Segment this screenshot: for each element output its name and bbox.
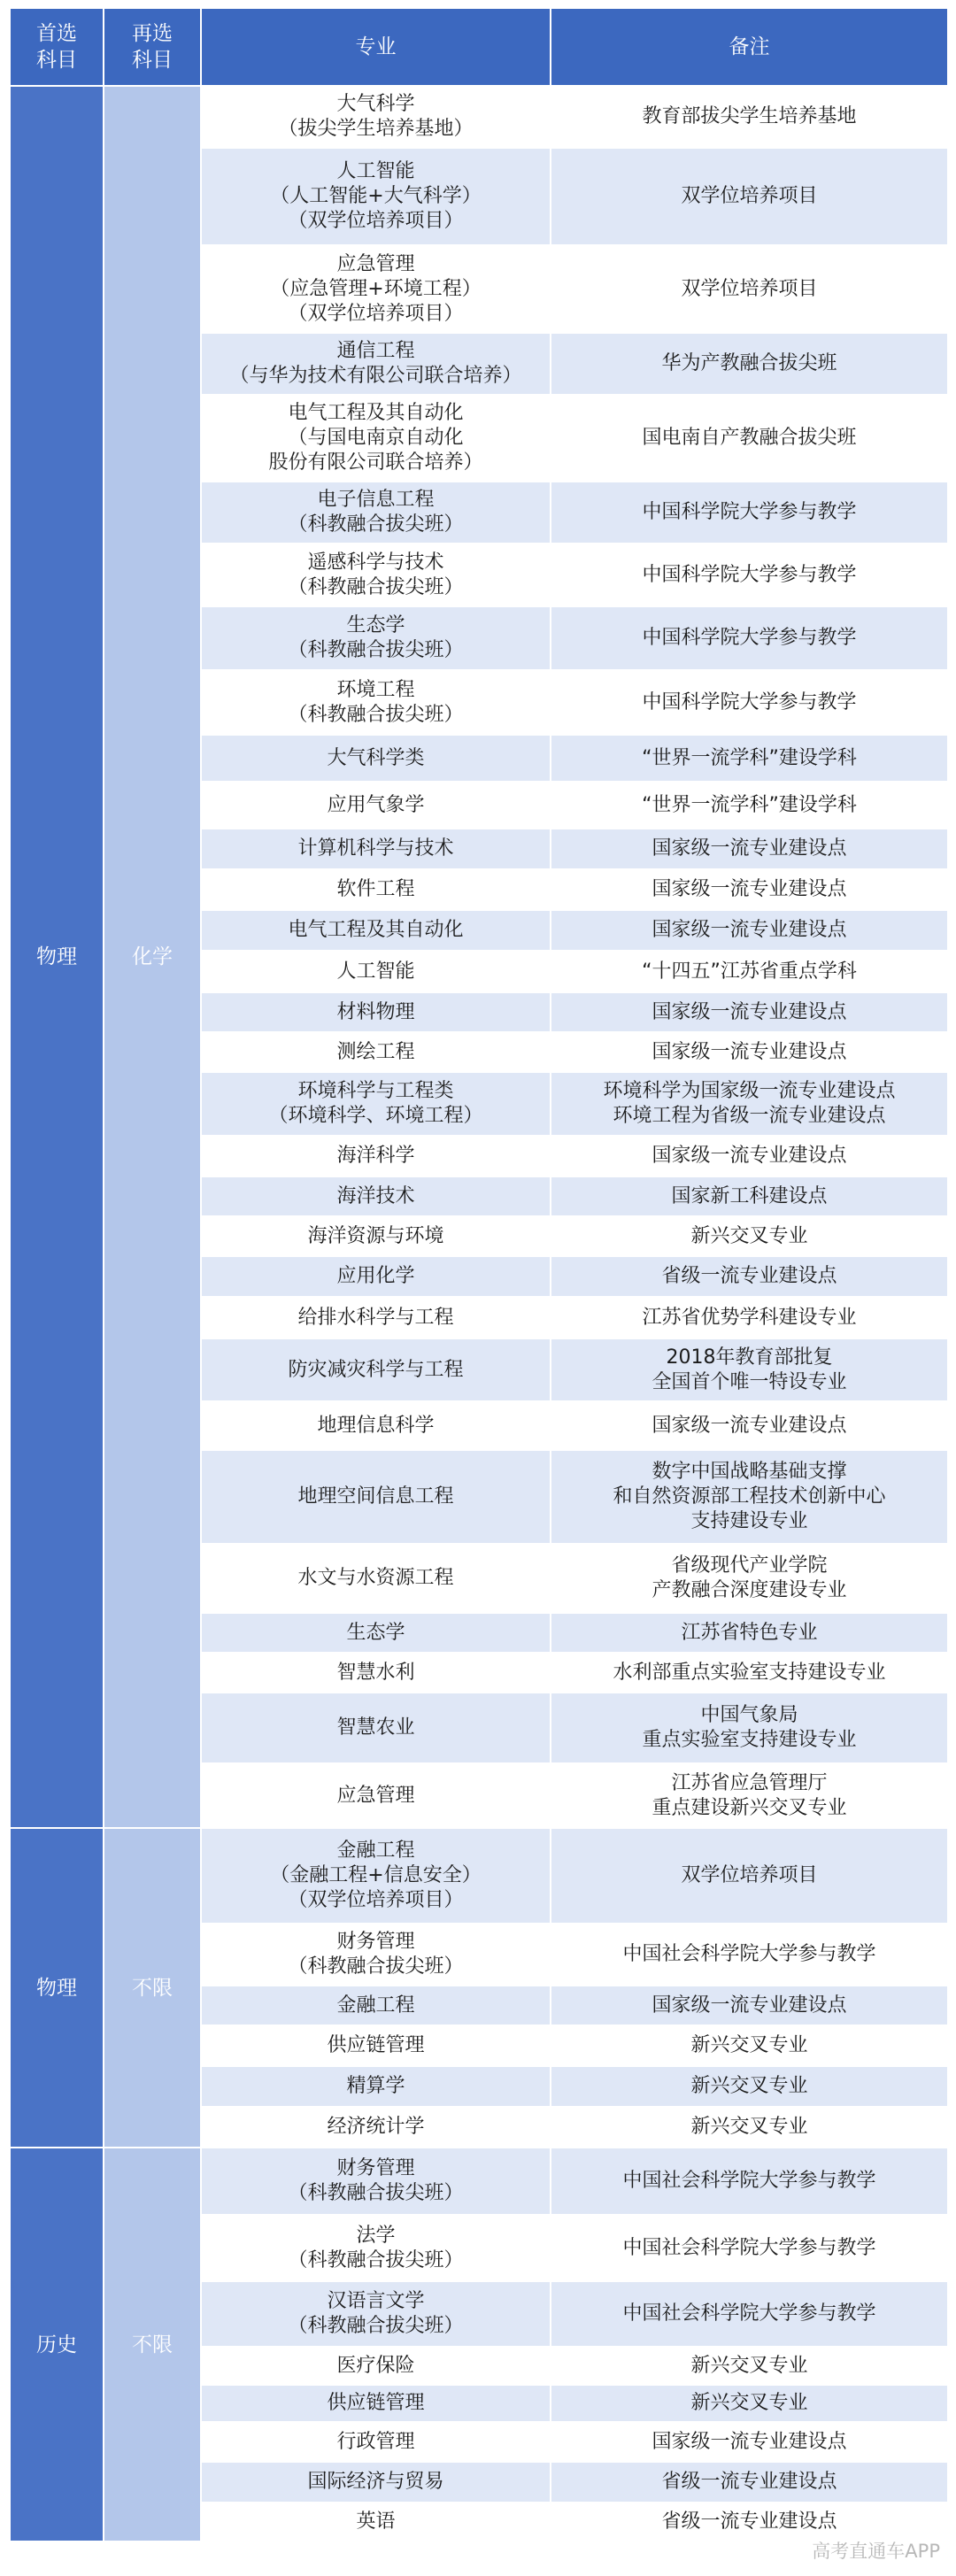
major-cell: 英语: [201, 2503, 551, 2541]
note-cell: 中国社会科学院大学参与教学: [551, 2148, 948, 2215]
table-row: [10, 1828, 948, 1924]
note-cell: 国家级一流专业建设点: [551, 1032, 948, 1072]
note-cell: 国家级一流专业建设点: [551, 829, 948, 869]
major-cell: 医疗保险: [201, 2347, 551, 2385]
major-cell: 水文与水资源工程: [201, 1544, 551, 1613]
note-cell: 双学位培养项目: [551, 245, 948, 333]
major-cell: 大气科学类: [201, 735, 551, 782]
note-cell: 江苏省优势学科建设专业: [551, 1297, 948, 1338]
note-cell: “十四五”江苏省重点学科: [551, 951, 948, 992]
major-cell: 汉语言文学 （科教融合拔尖班）: [201, 2281, 551, 2347]
header-note: 备注: [551, 8, 948, 86]
note-cell: 中国社会科学院大学参与教学: [551, 2281, 948, 2347]
major-cell: 地理空间信息工程: [201, 1450, 551, 1544]
major-cell: 地理信息科学: [201, 1401, 551, 1450]
major-cell: 计算机科学与技术: [201, 829, 551, 869]
note-cell: 国家级一流专业建设点: [551, 992, 948, 1032]
note-cell: 国家级一流专业建设点: [551, 1136, 948, 1176]
note-cell: “世界一流学科”建设学科: [551, 782, 948, 829]
major-cell: 供应链管理: [201, 2025, 551, 2066]
major-cell: 精算学: [201, 2066, 551, 2107]
watermark: 高考直通车APP: [812, 2541, 940, 2562]
header-first-subject: 首选 科目: [10, 8, 104, 86]
major-cell: 测绘工程: [201, 1032, 551, 1072]
major-cell: 给排水科学与工程: [201, 1297, 551, 1338]
second-subject-cell: 不限: [104, 1828, 201, 2148]
note-cell: 中国社会科学院大学参与教学: [551, 2215, 948, 2281]
table-row: [10, 2148, 948, 2215]
second-subject-cell: 化学: [104, 86, 201, 1828]
note-cell: 省级现代产业学院 产教融合深度建设专业: [551, 1544, 948, 1613]
major-cell: 应用化学: [201, 1256, 551, 1297]
major-cell: 供应链管理: [201, 2385, 551, 2422]
note-cell: 环境科学为国家级一流专业建设点 环境工程为省级一流专业建设点: [551, 1072, 948, 1136]
note-cell: 中国科学院大学参与教学: [551, 670, 948, 735]
note-cell: 国家级一流专业建设点: [551, 869, 948, 910]
note-cell: 教育部拔尖学生培养基地: [551, 86, 948, 148]
major-cell: 软件工程: [201, 869, 551, 910]
note-cell: 新兴交叉专业: [551, 2107, 948, 2148]
note-cell: 双学位培养项目: [551, 148, 948, 245]
major-cell: 法学 （科教融合拔尖班）: [201, 2215, 551, 2281]
major-cell: 海洋资源与环境: [201, 1216, 551, 1256]
note-cell: 中国社会科学院大学参与教学: [551, 1924, 948, 1986]
note-cell: 新兴交叉专业: [551, 2025, 948, 2066]
note-cell: 新兴交叉专业: [551, 2066, 948, 2107]
table-body: [10, 86, 948, 2541]
note-cell: 数字中国战略基础支撑 和自然资源部工程技术创新中心 支持建设专业: [551, 1450, 948, 1544]
major-cell: 海洋技术: [201, 1176, 551, 1216]
note-cell: 中国科学院大学参与教学: [551, 482, 948, 544]
major-cell: 电子信息工程 （科教融合拔尖班）: [201, 482, 551, 544]
first-subject-cell: 历史: [10, 2148, 104, 2541]
major-cell: 财务管理 （科教融合拔尖班）: [201, 1924, 551, 1986]
major-cell: 防灾减灾科学与工程: [201, 1338, 551, 1401]
major-cell: 经济统计学: [201, 2107, 551, 2148]
major-cell: 国际经济与贸易: [201, 2462, 551, 2503]
major-cell: 金融工程 （金融工程+信息安全） （双学位培养项目）: [201, 1828, 551, 1924]
note-cell: 国家级一流专业建设点: [551, 2422, 948, 2462]
second-subject-cell: 不限: [104, 2148, 201, 2541]
major-cell: 环境工程 （科教融合拔尖班）: [201, 670, 551, 735]
first-subject-cell: 物理: [10, 86, 104, 1828]
note-cell: 新兴交叉专业: [551, 2385, 948, 2422]
note-cell: 国家级一流专业建设点: [551, 910, 948, 951]
note-cell: 水利部重点实验室支持建设专业: [551, 1653, 948, 1693]
major-cell: 生态学: [201, 1613, 551, 1653]
major-cell: 应用气象学: [201, 782, 551, 829]
major-cell: 应急管理 （应急管理+环境工程） （双学位培养项目）: [201, 245, 551, 333]
table-header-row: [10, 8, 948, 86]
note-cell: 华为产教融合拔尖班: [551, 333, 948, 395]
note-cell: 新兴交叉专业: [551, 2347, 948, 2385]
major-cell: 材料物理: [201, 992, 551, 1032]
note-cell: 国电南自产教融合拔尖班: [551, 395, 948, 482]
note-cell: 国家级一流专业建设点: [551, 1401, 948, 1450]
note-cell: 国家新工科建设点: [551, 1176, 948, 1216]
note-cell: 省级一流专业建设点: [551, 1256, 948, 1297]
note-cell: 中国科学院大学参与教学: [551, 606, 948, 670]
major-cell: 海洋科学: [201, 1136, 551, 1176]
note-cell: 新兴交叉专业: [551, 1216, 948, 1256]
major-cell: 电气工程及其自动化: [201, 910, 551, 951]
major-cell: 行政管理: [201, 2422, 551, 2462]
major-cell: 人工智能 （人工智能+大气科学） （双学位培养项目）: [201, 148, 551, 245]
major-cell: 应急管理: [201, 1763, 551, 1828]
major-cell: 财务管理 （科教融合拔尖班）: [201, 2148, 551, 2215]
major-cell: 环境科学与工程类 （环境科学、环境工程）: [201, 1072, 551, 1136]
note-cell: 省级一流专业建设点: [551, 2462, 948, 2503]
note-cell: 江苏省特色专业: [551, 1613, 948, 1653]
major-cell: 遥感科学与技术 （科教融合拔尖班）: [201, 544, 551, 606]
header-major: 专业: [201, 8, 551, 86]
major-cell: 生态学 （科教融合拔尖班）: [201, 606, 551, 670]
major-cell: 金融工程: [201, 1986, 551, 2025]
major-cell: 人工智能: [201, 951, 551, 992]
note-cell: 省级一流专业建设点: [551, 2503, 948, 2541]
major-cell: 智慧水利: [201, 1653, 551, 1693]
note-cell: 双学位培养项目: [551, 1828, 948, 1924]
note-cell: 中国气象局 重点实验室支持建设专业: [551, 1693, 948, 1763]
first-subject-cell: 物理: [10, 1828, 104, 2148]
note-cell: 2018年教育部批复 全国首个唯一特设专业: [551, 1338, 948, 1401]
header-second-subject: 再选 科目: [104, 8, 201, 86]
majors-table: [9, 7, 949, 2542]
note-cell: 国家级一流专业建设点: [551, 1986, 948, 2025]
note-cell: 江苏省应急管理厅 重点建设新兴交叉专业: [551, 1763, 948, 1828]
major-cell: 电气工程及其自动化 （与国电南京自动化 股份有限公司联合培养）: [201, 395, 551, 482]
note-cell: “世界一流学科”建设学科: [551, 735, 948, 782]
major-cell: 通信工程 （与华为技术有限公司联合培养）: [201, 333, 551, 395]
major-cell: 大气科学 （拔尖学生培养基地）: [201, 86, 551, 148]
table-row: [10, 86, 948, 148]
major-cell: 智慧农业: [201, 1693, 551, 1763]
note-cell: 中国科学院大学参与教学: [551, 544, 948, 606]
